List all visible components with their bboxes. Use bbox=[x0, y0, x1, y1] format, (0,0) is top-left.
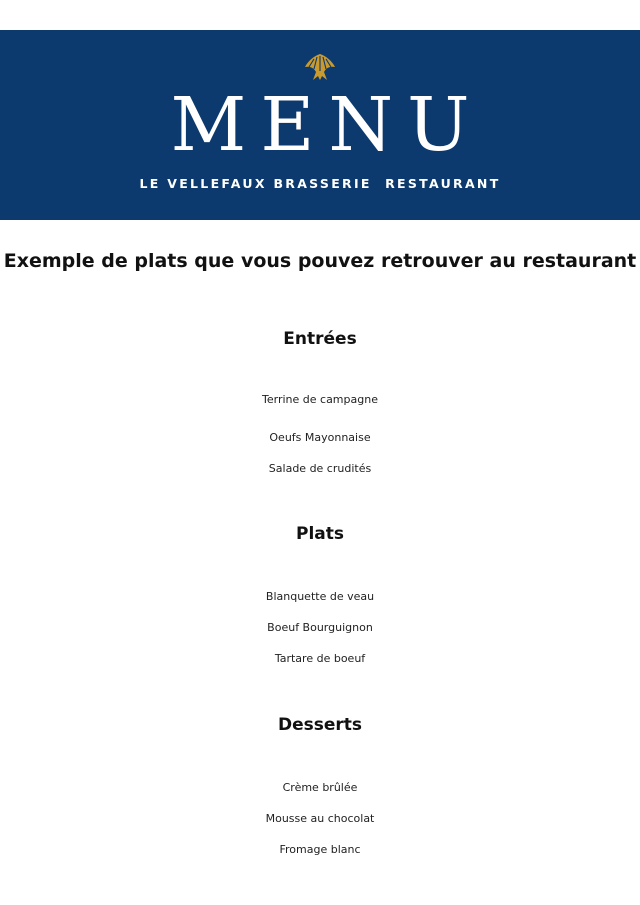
menu-item: Boeuf Bourguignon bbox=[267, 621, 373, 634]
intro-heading: Exemple de plats que vous pouvez retrouver au restaurant bbox=[3, 250, 637, 272]
menu-item: Mousse au chocolat bbox=[265, 812, 375, 825]
menu-item: Blanquette de veau bbox=[265, 590, 375, 603]
section-title-plats: Plats bbox=[295, 524, 344, 544]
header-banner bbox=[0, 30, 640, 220]
shell-icon bbox=[302, 52, 338, 82]
menu-item: Terrine de campagne bbox=[262, 393, 378, 406]
menu-item: Fromage blanc bbox=[279, 843, 361, 856]
menu-item: Salade de crudités bbox=[268, 462, 372, 475]
menu-item: Tartare de boeuf bbox=[274, 652, 366, 665]
section-title-entrees: Entrées bbox=[283, 329, 357, 349]
restaurant-name: LE VELLEFAUX BRASSERIE RESTAURANT bbox=[139, 176, 501, 191]
menu-item: Oeufs Mayonnaise bbox=[269, 431, 371, 444]
menu-item: Crème brûlée bbox=[282, 781, 358, 794]
menu-title: MENU bbox=[170, 82, 484, 168]
section-title-desserts: Desserts bbox=[277, 715, 363, 735]
